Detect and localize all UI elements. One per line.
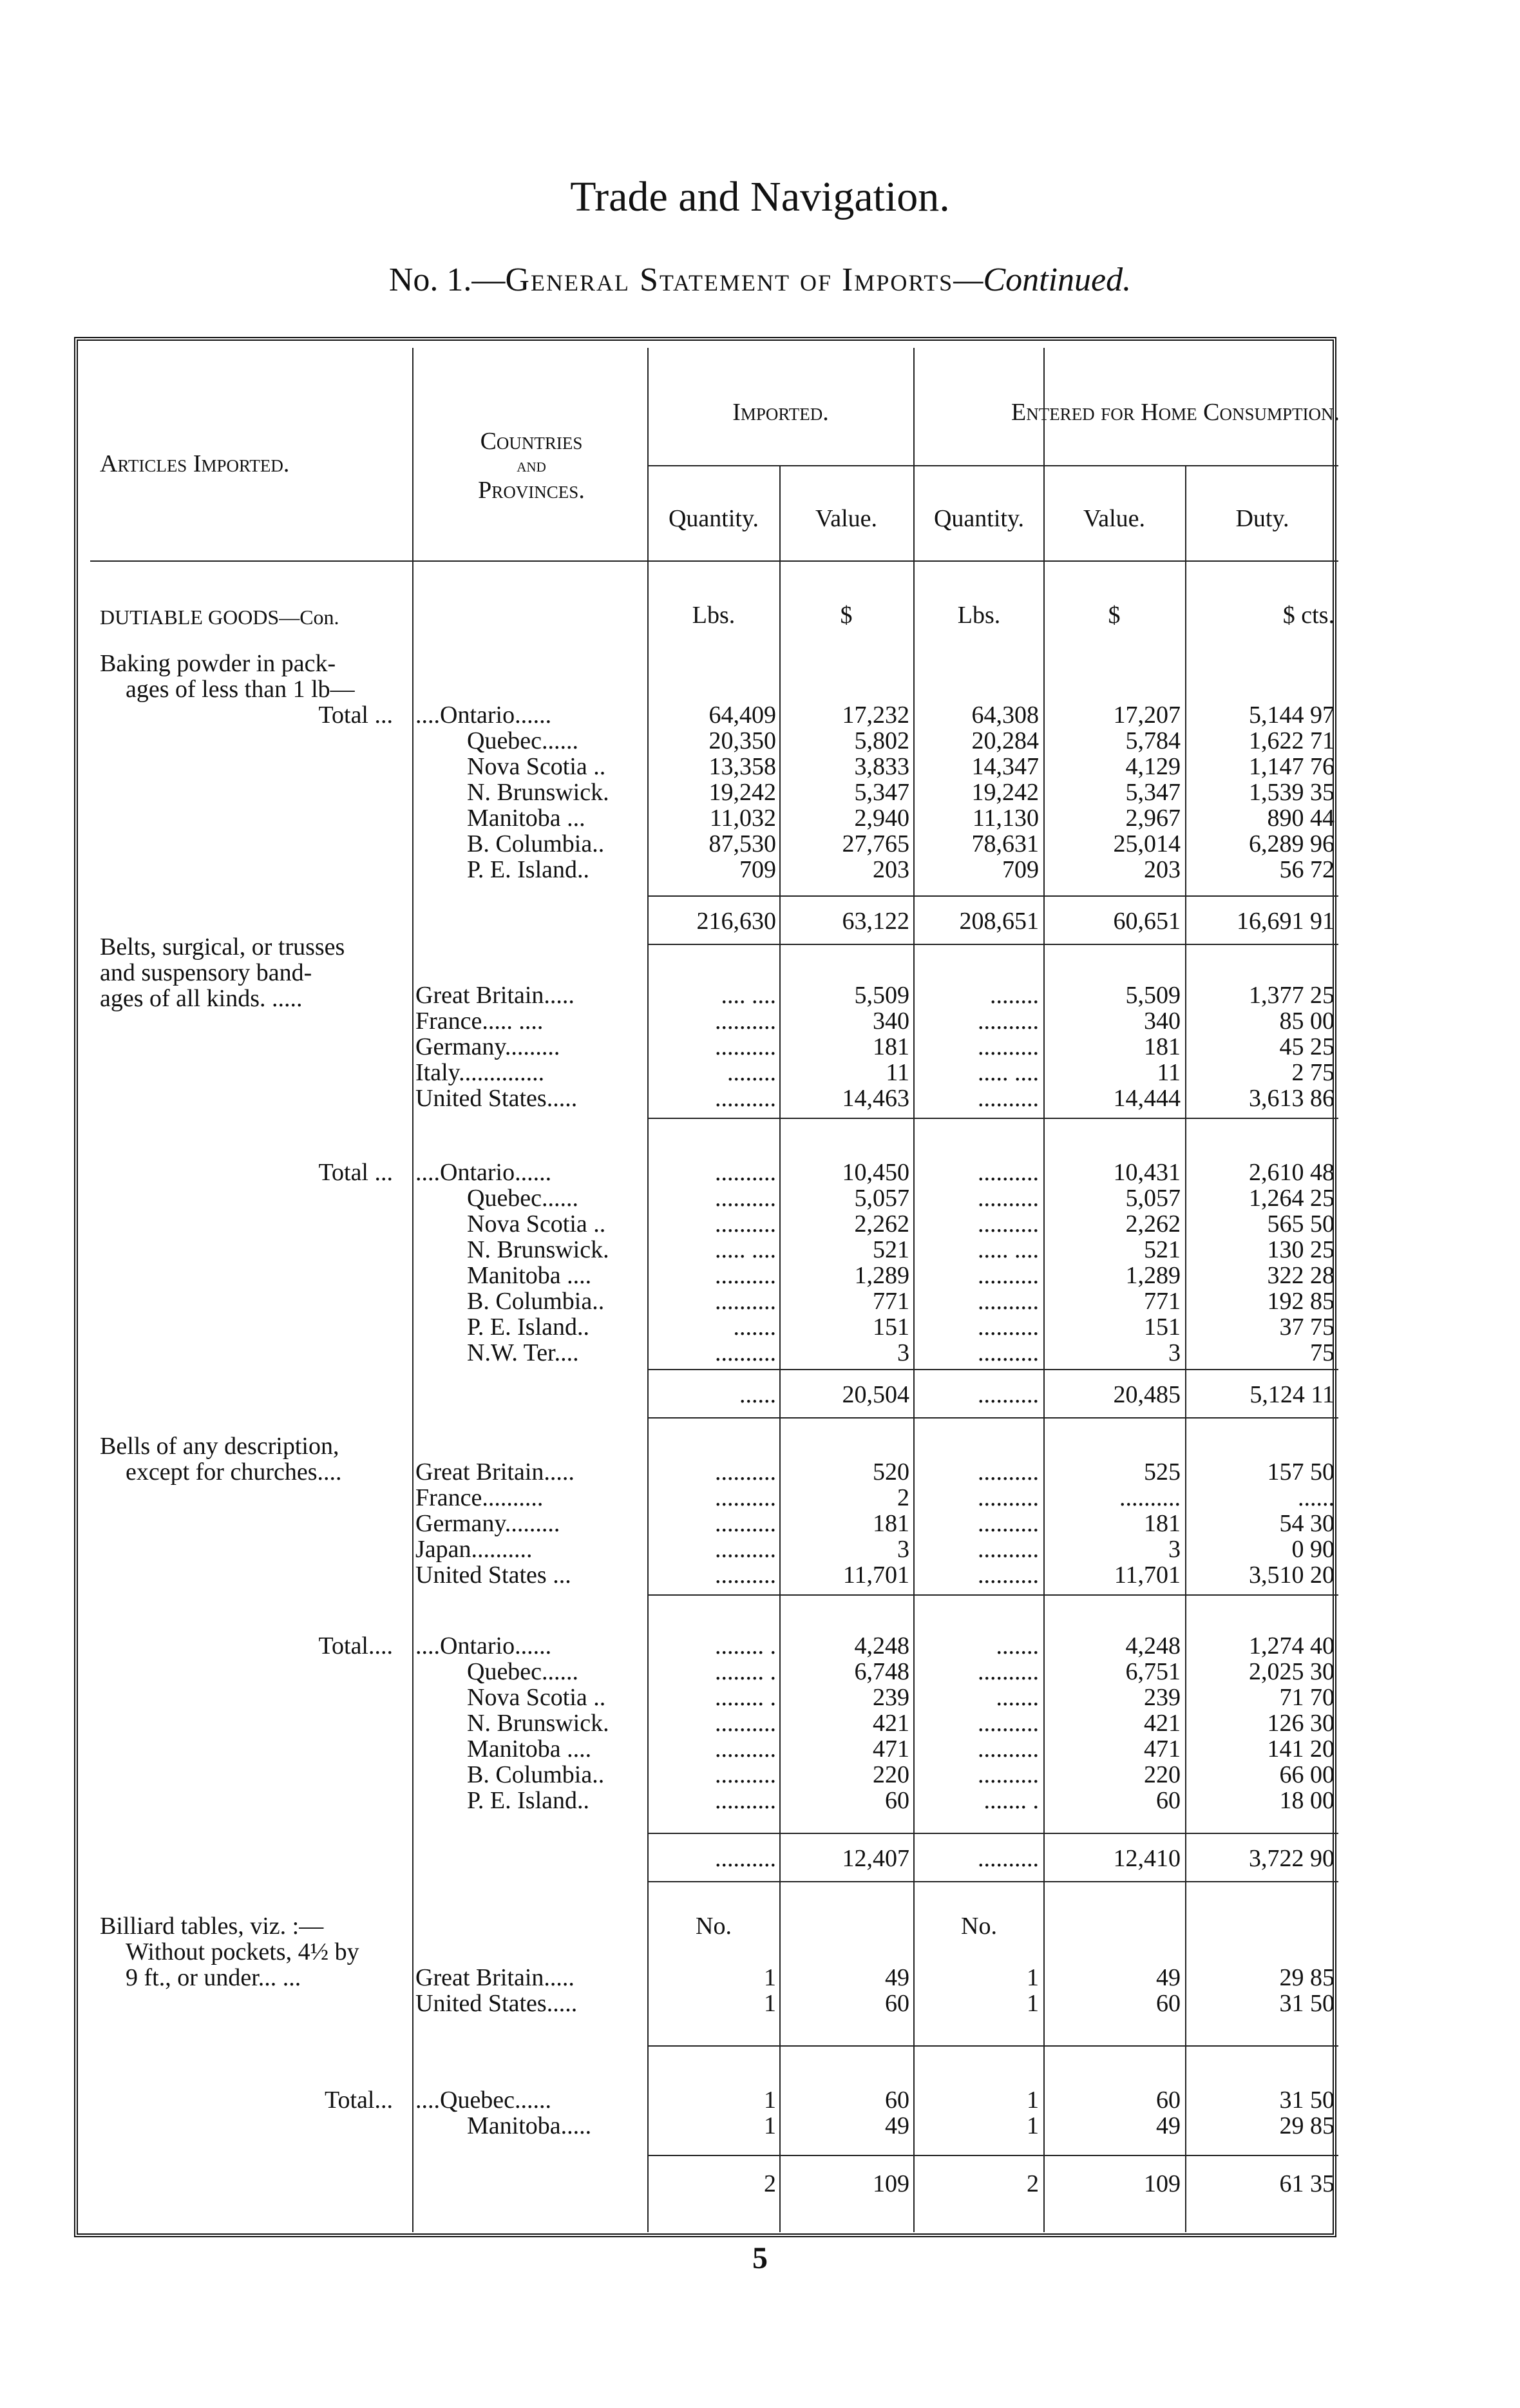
page-title: Trade and Navigation. xyxy=(570,173,950,220)
place-name: P. E. Island.. xyxy=(467,1787,589,1814)
cell-value-imported: 17,232 xyxy=(842,702,909,729)
total-quantity-entered: .......... xyxy=(978,1381,1039,1408)
cell-value-entered: 2,262 xyxy=(1125,1210,1181,1237)
place-name: N.W. Ter.... xyxy=(467,1339,579,1366)
row-rule xyxy=(647,1417,1338,1419)
article-line: except for churches.... xyxy=(126,1458,342,1486)
cell-quantity-imported: .......... xyxy=(715,1008,776,1035)
cell-value-entered: 521 xyxy=(1144,1236,1181,1263)
total-value-imported: 109 xyxy=(873,2170,909,2197)
cell-value-imported: 4,248 xyxy=(854,1632,909,1659)
cell-duty: 322 28 xyxy=(1267,1262,1335,1289)
cell-duty: 31 50 xyxy=(1279,2087,1335,2114)
article-line: Billiard tables, viz. :— xyxy=(100,1913,324,1940)
cell-value-entered: 2,967 xyxy=(1125,805,1181,832)
cell-quantity-entered: .......... xyxy=(978,1085,1039,1112)
place-name: Manitoba..... xyxy=(467,2112,592,2139)
cell-duty: 85 00 xyxy=(1279,1008,1335,1035)
cell-value-entered: 151 xyxy=(1144,1314,1181,1341)
cell-quantity-entered: .......... xyxy=(978,1658,1039,1685)
place-name: Manitoba .... xyxy=(467,1735,592,1763)
cell-duty: 45 25 xyxy=(1279,1033,1335,1060)
cell-value-entered: 181 xyxy=(1144,1510,1181,1537)
header-col-0: Quantity. xyxy=(668,505,759,532)
article-total-label: Total... xyxy=(324,2087,393,2114)
total-value-entered: 20,485 xyxy=(1113,1381,1181,1408)
subtitle-suffix: —Continued. xyxy=(953,262,1132,298)
cell-value-imported: 520 xyxy=(873,1458,909,1486)
cell-quantity-imported: .... .... xyxy=(721,982,776,1009)
place-name: N. Brunswick. xyxy=(467,779,609,806)
place-name: France.......... xyxy=(415,1484,544,1511)
total-value-entered: 109 xyxy=(1144,2170,1181,2197)
header-countries: and xyxy=(517,455,546,476)
cell-quantity-entered: 20,284 xyxy=(971,727,1039,754)
cell-value-entered: 421 xyxy=(1144,1710,1181,1737)
cell-value-entered: 14,444 xyxy=(1113,1085,1181,1112)
cell-value-imported: 521 xyxy=(873,1236,909,1263)
subtitle-main: General Statement of Imports xyxy=(505,262,954,298)
cell-quantity-imported: 1 xyxy=(764,1964,776,1991)
cell-value-entered: .......... xyxy=(1119,1484,1181,1511)
cell-duty: 890 44 xyxy=(1267,805,1335,832)
place-name: P. E. Island.. xyxy=(467,1314,589,1341)
total-value-entered: 12,410 xyxy=(1113,1845,1181,1872)
cell-duty: 3,613 86 xyxy=(1249,1085,1335,1112)
total-value-imported: 63,122 xyxy=(842,908,909,935)
unit-no-q2: No. xyxy=(961,1913,997,1940)
cell-quantity-entered: .......... xyxy=(978,1458,1039,1486)
cell-quantity-entered: 1 xyxy=(1027,1964,1039,1991)
cell-quantity-imported: ..... .... xyxy=(715,1236,776,1263)
unit-no-q1: No. xyxy=(696,1913,732,1940)
cell-value-imported: 60 xyxy=(885,1990,909,2017)
cell-quantity-imported: .......... xyxy=(715,1458,776,1486)
place-name: Japan.......... xyxy=(415,1536,533,1563)
cell-value-entered: 3 xyxy=(1168,1339,1181,1366)
cell-value-imported: 220 xyxy=(873,1761,909,1788)
cell-quantity-entered: 78,631 xyxy=(971,830,1039,857)
article-line: Without pockets, 4½ by xyxy=(126,1938,359,1965)
cell-duty: 31 50 xyxy=(1279,1990,1335,2017)
place-name: B. Columbia.. xyxy=(467,1288,605,1315)
cell-value-entered: 10,431 xyxy=(1113,1159,1181,1186)
place-name: ....Ontario...... xyxy=(415,1632,552,1659)
place-name: Nova Scotia .. xyxy=(467,1684,606,1711)
total-duty: 16,691 91 xyxy=(1237,908,1335,935)
cell-duty: 6,289 96 xyxy=(1249,830,1335,857)
cell-value-entered: 5,509 xyxy=(1125,982,1181,1009)
cell-quantity-imported: 20,350 xyxy=(708,727,776,754)
cell-quantity-imported: .......... xyxy=(715,1159,776,1186)
place-name: ....Quebec...... xyxy=(415,2087,552,2114)
cell-value-imported: 3 xyxy=(897,1339,909,1366)
row-rule xyxy=(647,944,1338,945)
place-name: United States ... xyxy=(415,1562,571,1589)
total-quantity-entered: 2 xyxy=(1027,2170,1039,2197)
cell-quantity-imported: ....... xyxy=(733,1314,776,1341)
cell-quantity-imported: .......... xyxy=(715,1787,776,1814)
cell-quantity-entered: 709 xyxy=(1002,856,1039,883)
cell-value-entered: 5,784 xyxy=(1125,727,1181,754)
article-line: and suspensory band- xyxy=(100,959,312,986)
header-entered: Entered for Home Consumption. xyxy=(1011,399,1340,426)
cell-value-imported: 771 xyxy=(873,1288,909,1315)
article-line: ages of less than 1 lb— xyxy=(126,676,355,703)
header-countries: Provinces. xyxy=(478,477,585,504)
column-rule xyxy=(412,348,413,2232)
header-col-1: Value. xyxy=(815,505,878,532)
header-col-2: Quantity. xyxy=(933,505,1024,532)
cell-quantity-entered: .......... xyxy=(978,1510,1039,1537)
unit-duty: $ cts. xyxy=(1282,602,1335,629)
cell-quantity-entered: .......... xyxy=(978,1033,1039,1060)
cell-quantity-imported: .......... xyxy=(715,1033,776,1060)
article-line: ages of all kinds. ..... xyxy=(100,985,303,1012)
cell-value-imported: 5,347 xyxy=(854,779,909,806)
cell-quantity-entered: ........ xyxy=(990,982,1039,1009)
cell-duty: 1,147 76 xyxy=(1249,753,1335,780)
cell-value-entered: 49 xyxy=(1156,2112,1181,2139)
cell-duty: 1,622 71 xyxy=(1249,727,1335,754)
cell-duty: 2,025 30 xyxy=(1249,1658,1335,1685)
column-rule xyxy=(1185,465,1186,2232)
place-name: B. Columbia.. xyxy=(467,1761,605,1788)
place-name: Germany......... xyxy=(415,1033,560,1060)
cell-value-entered: 60 xyxy=(1156,1990,1181,2017)
cell-value-imported: 3 xyxy=(897,1536,909,1563)
cell-quantity-entered: .......... xyxy=(978,1536,1039,1563)
cell-quantity-entered: ....... . xyxy=(983,1787,1039,1814)
cell-quantity-entered: 14,347 xyxy=(971,753,1039,780)
cell-quantity-entered: ..... .... xyxy=(978,1059,1039,1086)
cell-value-imported: 5,057 xyxy=(854,1185,909,1212)
cell-quantity-imported: 1 xyxy=(764,2087,776,2114)
cell-duty: 157 50 xyxy=(1267,1458,1335,1486)
cell-value-entered: 771 xyxy=(1144,1288,1181,1315)
cell-quantity-imported: .......... xyxy=(715,1562,776,1589)
cell-duty: 126 30 xyxy=(1267,1710,1335,1737)
cell-value-entered: 471 xyxy=(1144,1735,1181,1763)
cell-duty: 29 85 xyxy=(1279,1964,1335,1991)
cell-quantity-entered: 1 xyxy=(1027,1990,1039,2017)
cell-quantity-imported: .......... xyxy=(715,1262,776,1289)
place-name: Quebec...... xyxy=(467,1658,579,1685)
cell-quantity-entered: 1 xyxy=(1027,2087,1039,2114)
cell-duty: 37 75 xyxy=(1279,1314,1335,1341)
article-line: Belts, surgical, or trusses xyxy=(100,933,345,960)
total-quantity-imported: 216,630 xyxy=(696,908,776,935)
place-name: United States..... xyxy=(415,1990,578,2017)
cell-duty: 0 90 xyxy=(1291,1536,1335,1563)
cell-quantity-imported: 1 xyxy=(764,2112,776,2139)
cell-quantity-imported: .......... xyxy=(715,1710,776,1737)
cell-value-entered: 25,014 xyxy=(1113,830,1181,857)
cell-quantity-imported: ........ . xyxy=(715,1632,776,1659)
row-rule xyxy=(647,1369,1338,1370)
cell-quantity-imported: .......... xyxy=(715,1735,776,1763)
row-rule xyxy=(647,2045,1338,2047)
cell-duty: 1,274 40 xyxy=(1249,1632,1335,1659)
cell-value-imported: 60 xyxy=(885,1787,909,1814)
row-rule xyxy=(647,465,1338,466)
total-value-imported: 12,407 xyxy=(842,1845,909,1872)
cell-value-imported: 239 xyxy=(873,1684,909,1711)
cell-value-entered: 11,701 xyxy=(1114,1562,1181,1589)
row-rule xyxy=(647,895,1338,897)
article-total-label: Total.... xyxy=(318,1632,393,1659)
total-duty: 3,722 90 xyxy=(1249,1845,1335,1872)
cell-value-entered: 5,347 xyxy=(1125,779,1181,806)
cell-duty: 141 20 xyxy=(1267,1735,1335,1763)
cell-quantity-entered: 11,130 xyxy=(972,805,1039,832)
cell-value-imported: 421 xyxy=(873,1710,909,1737)
article-total-label: Total ... xyxy=(318,1159,393,1186)
cell-duty: 192 85 xyxy=(1267,1288,1335,1315)
total-value-entered: 60,651 xyxy=(1113,908,1181,935)
cell-value-entered: 1,289 xyxy=(1125,1262,1181,1289)
cell-quantity-entered: .......... xyxy=(978,1761,1039,1788)
cell-duty: 2 75 xyxy=(1291,1059,1335,1086)
cell-value-imported: 2,940 xyxy=(854,805,909,832)
cell-value-imported: 27,765 xyxy=(842,830,909,857)
cell-value-entered: 340 xyxy=(1144,1008,1181,1035)
unit-q2: Lbs. xyxy=(957,602,1001,629)
place-name: Quebec...... xyxy=(467,727,579,754)
header-countries: Countries xyxy=(480,428,583,455)
cell-value-entered: 220 xyxy=(1144,1761,1181,1788)
cell-quantity-entered: 64,308 xyxy=(971,702,1039,729)
place-name: Italy.............. xyxy=(415,1059,545,1086)
cell-value-imported: 2,262 xyxy=(854,1210,909,1237)
row-rule xyxy=(647,1594,1338,1596)
cell-value-entered: 3 xyxy=(1168,1536,1181,1563)
total-quantity-imported: ...... xyxy=(739,1381,776,1408)
cell-duty: 3,510 20 xyxy=(1249,1562,1335,1589)
total-duty: 61 35 xyxy=(1279,2170,1335,2197)
cell-value-imported: 60 xyxy=(885,2087,909,2114)
unit-v2: $ xyxy=(1108,602,1121,629)
header-col-4: Duty. xyxy=(1235,505,1289,532)
cell-value-entered: 4,129 xyxy=(1125,753,1181,780)
cell-quantity-entered: ....... xyxy=(996,1632,1039,1659)
cell-quantity-imported: .......... xyxy=(715,1510,776,1537)
cell-quantity-imported: 11,032 xyxy=(709,805,776,832)
cell-quantity-entered: .......... xyxy=(978,1288,1039,1315)
row-rule xyxy=(90,560,1338,562)
unit-v1: $ xyxy=(840,602,853,629)
total-value-imported: 20,504 xyxy=(842,1381,909,1408)
cell-value-imported: 151 xyxy=(873,1314,909,1341)
cell-quantity-imported: 87,530 xyxy=(708,830,776,857)
cell-value-entered: 203 xyxy=(1144,856,1181,883)
row-rule xyxy=(647,1881,1338,1882)
article-line: Baking powder in pack- xyxy=(100,650,336,677)
cell-value-imported: 5,509 xyxy=(854,982,909,1009)
place-name: Great Britain..... xyxy=(415,982,575,1009)
cell-value-imported: 49 xyxy=(885,2112,909,2139)
header-col-3: Value. xyxy=(1083,505,1146,532)
place-name: B. Columbia.. xyxy=(467,830,605,857)
place-name: P. E. Island.. xyxy=(467,856,589,883)
cell-value-entered: 49 xyxy=(1156,1964,1181,1991)
place-name: N. Brunswick. xyxy=(467,1710,609,1737)
cell-duty: 2,610 48 xyxy=(1249,1159,1335,1186)
cell-duty: 1,377 25 xyxy=(1249,982,1335,1009)
cell-value-entered: 11 xyxy=(1157,1059,1181,1086)
place-name: Great Britain..... xyxy=(415,1964,575,1991)
total-quantity-imported: .......... xyxy=(715,1845,776,1872)
article-line: Bells of any description, xyxy=(100,1433,339,1460)
cell-quantity-imported: 709 xyxy=(739,856,776,883)
cell-value-imported: 6,748 xyxy=(854,1658,909,1685)
place-name: ....Ontario...... xyxy=(415,1159,552,1186)
cell-value-entered: 181 xyxy=(1144,1033,1181,1060)
total-quantity-entered: .......... xyxy=(978,1845,1039,1872)
place-name: N. Brunswick. xyxy=(467,1236,609,1263)
cell-quantity-imported: 64,409 xyxy=(708,702,776,729)
cell-duty: 56 72 xyxy=(1279,856,1335,883)
cell-quantity-imported: 19,242 xyxy=(708,779,776,806)
column-rule xyxy=(779,465,781,2232)
unit-q1: Lbs. xyxy=(692,602,736,629)
cell-quantity-entered: .......... xyxy=(978,1185,1039,1212)
cell-duty: 54 30 xyxy=(1279,1510,1335,1537)
cell-value-imported: 3,833 xyxy=(854,753,909,780)
cell-duty: 1,539 35 xyxy=(1249,779,1335,806)
cell-quantity-entered: ....... xyxy=(996,1684,1039,1711)
article-line: Total ... xyxy=(318,702,393,729)
cell-quantity-entered: 19,242 xyxy=(971,779,1039,806)
cell-duty: 18 00 xyxy=(1279,1787,1335,1814)
cell-duty: 565 50 xyxy=(1267,1210,1335,1237)
cell-quantity-imported: .......... xyxy=(715,1761,776,1788)
cell-duty: 29 85 xyxy=(1279,2112,1335,2139)
header-imported: Imported. xyxy=(732,399,829,426)
cell-quantity-entered: .......... xyxy=(978,1210,1039,1237)
place-name: Nova Scotia .. xyxy=(467,1210,606,1237)
cell-quantity-imported: 1 xyxy=(764,1990,776,2017)
column-rule xyxy=(647,348,649,2232)
cell-quantity-entered: .......... xyxy=(978,1008,1039,1035)
cell-quantity-imported: 13,358 xyxy=(708,753,776,780)
total-quantity-entered: 208,651 xyxy=(959,908,1039,935)
cell-value-entered: 6,751 xyxy=(1125,1658,1181,1685)
cell-value-imported: 203 xyxy=(873,856,909,883)
place-name: Nova Scotia .. xyxy=(467,753,606,780)
cell-value-entered: 5,057 xyxy=(1125,1185,1181,1212)
cell-quantity-entered: .......... xyxy=(978,1262,1039,1289)
page-number: 5 xyxy=(752,2241,768,2275)
cell-duty: ...... xyxy=(1298,1484,1335,1511)
place-name: Quebec...... xyxy=(467,1185,579,1212)
cell-value-entered: 60 xyxy=(1156,2087,1181,2114)
place-name: United States..... xyxy=(415,1085,578,1112)
cell-duty: 130 25 xyxy=(1267,1236,1335,1263)
cell-value-entered: 60 xyxy=(1156,1787,1181,1814)
cell-duty: 5,144 97 xyxy=(1249,702,1335,729)
cell-value-entered: 17,207 xyxy=(1113,702,1181,729)
cell-value-entered: 4,248 xyxy=(1125,1632,1181,1659)
cell-duty: 75 xyxy=(1310,1339,1335,1366)
cell-quantity-imported: .......... xyxy=(715,1484,776,1511)
cell-value-imported: 1,289 xyxy=(854,1262,909,1289)
cell-quantity-imported: ........ . xyxy=(715,1658,776,1685)
column-rule xyxy=(913,348,915,2232)
cell-quantity-entered: .......... xyxy=(978,1710,1039,1737)
cell-value-imported: 49 xyxy=(885,1964,909,1991)
cell-value-imported: 5,802 xyxy=(854,727,909,754)
cell-value-imported: 340 xyxy=(873,1008,909,1035)
cell-quantity-entered: 1 xyxy=(1027,2112,1039,2139)
cell-duty: 71 70 xyxy=(1279,1684,1335,1711)
cell-value-imported: 10,450 xyxy=(842,1159,909,1186)
cell-quantity-imported: .......... xyxy=(715,1339,776,1366)
header-articles: Articles Imported. xyxy=(100,450,290,477)
cell-value-imported: 181 xyxy=(873,1510,909,1537)
subtitle-prefix: No. 1.— xyxy=(388,262,506,298)
total-quantity-imported: 2 xyxy=(764,2170,776,2197)
cell-value-imported: 181 xyxy=(873,1033,909,1060)
cell-quantity-imported: .......... xyxy=(715,1536,776,1563)
cell-value-entered: 239 xyxy=(1144,1684,1181,1711)
cell-value-imported: 2 xyxy=(897,1484,909,1511)
cell-duty: 1,264 25 xyxy=(1249,1185,1335,1212)
place-name: Manitoba ... xyxy=(467,805,585,832)
cell-quantity-entered: .......... xyxy=(978,1735,1039,1763)
cell-quantity-imported: .......... xyxy=(715,1288,776,1315)
cell-value-entered: 525 xyxy=(1144,1458,1181,1486)
cell-quantity-entered: .......... xyxy=(978,1339,1039,1366)
place-name: France..... .... xyxy=(415,1008,544,1035)
column-rule xyxy=(1043,348,1045,2232)
total-duty: 5,124 11 xyxy=(1249,1381,1335,1408)
cell-value-imported: 11,701 xyxy=(842,1562,909,1589)
cell-value-imported: 14,463 xyxy=(842,1085,909,1112)
cell-quantity-imported: ........ . xyxy=(715,1684,776,1711)
section-label: DUTIABLE GOODS—Con. xyxy=(100,606,339,629)
cell-quantity-imported: .......... xyxy=(715,1085,776,1112)
cell-value-imported: 471 xyxy=(873,1735,909,1763)
cell-quantity-entered: ..... .... xyxy=(978,1236,1039,1263)
cell-quantity-entered: .......... xyxy=(978,1159,1039,1186)
cell-quantity-imported: ........ xyxy=(727,1059,776,1086)
cell-quantity-entered: .......... xyxy=(978,1562,1039,1589)
place-name: Manitoba .... xyxy=(467,1262,592,1289)
row-rule xyxy=(647,1833,1338,1834)
cell-quantity-entered: .......... xyxy=(978,1484,1039,1511)
place-name: Germany......... xyxy=(415,1510,560,1537)
cell-duty: 66 00 xyxy=(1279,1761,1335,1788)
place-name: ....Ontario...... xyxy=(415,702,552,729)
cell-quantity-imported: .......... xyxy=(715,1210,776,1237)
cell-value-imported: 11 xyxy=(886,1059,909,1086)
cell-quantity-imported: .......... xyxy=(715,1185,776,1212)
article-line: 9 ft., or under... ... xyxy=(126,1964,301,1991)
place-name: Great Britain..... xyxy=(415,1458,575,1486)
cell-quantity-entered: .......... xyxy=(978,1314,1039,1341)
row-rule xyxy=(647,1118,1338,1119)
row-rule xyxy=(647,2155,1338,2156)
